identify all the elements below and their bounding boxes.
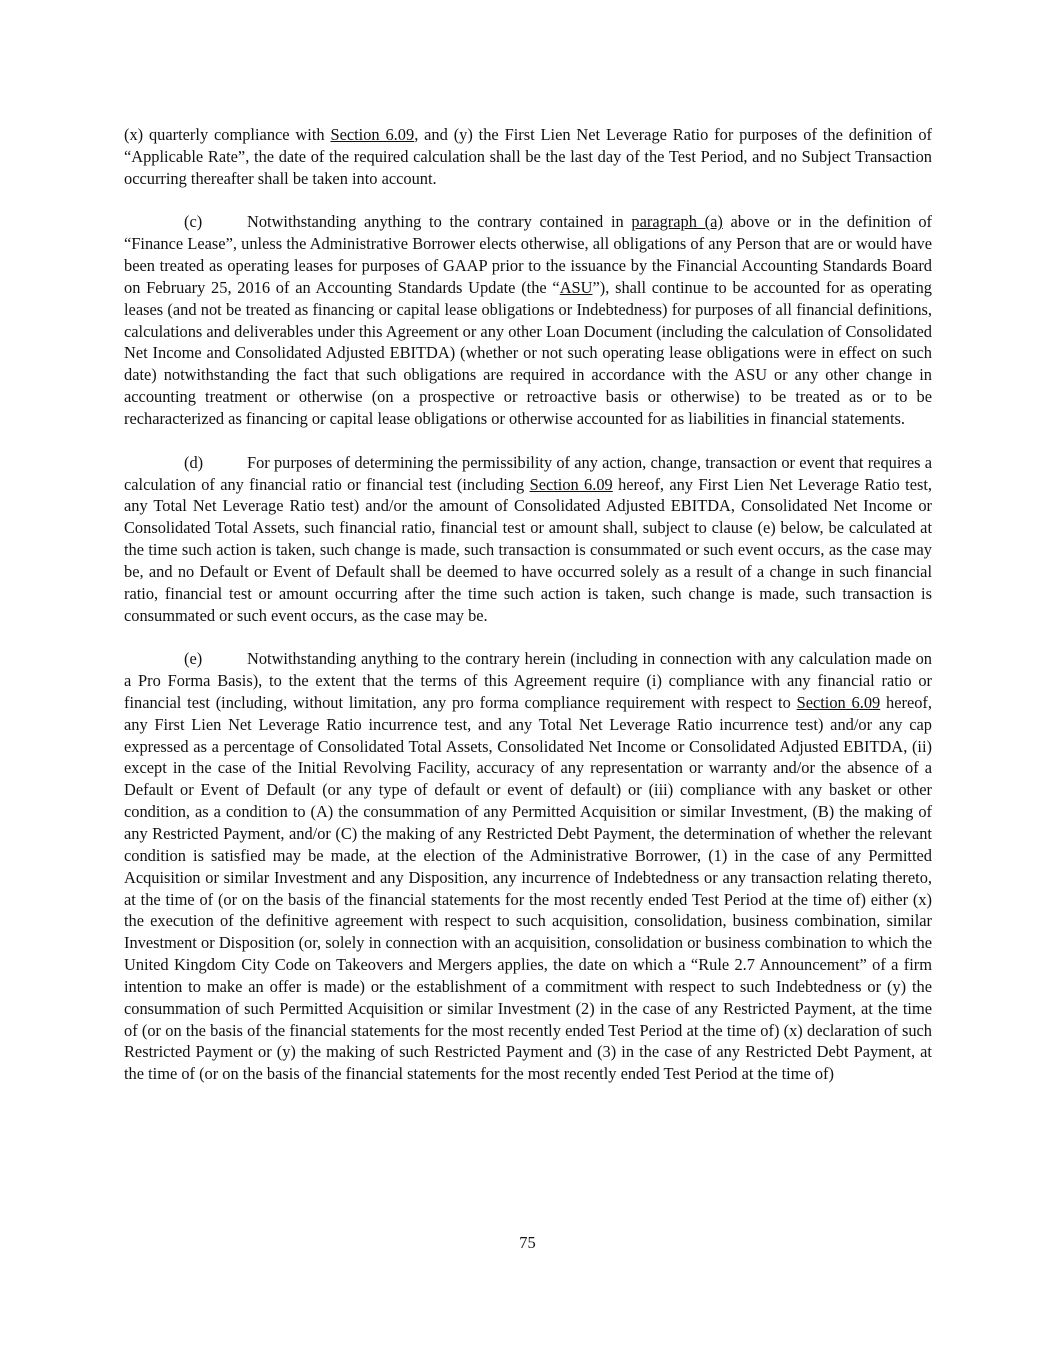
paragraph-text: For purposes of determining the permissibility of any action, change, transaction or event that requires a calculation of any financial ratio or financial test (including — [124, 452, 932, 494]
cross-reference: Section 6.09 — [330, 125, 415, 144]
cross-reference: Section 6.09 — [796, 692, 881, 712]
paragraph-d — [124, 452, 932, 627]
paragraph-text: (x) quarterly compliance with — [124, 125, 331, 144]
paragraph-e — [124, 648, 932, 1085]
paragraph-text: , and (y) the First Lien Net Leverage Ratio for purposes of the definition of “Applicable Rate”, the date of the required calculation shall be the last day of the Test Period, and no Subject Transaction occurring thereafter shall be taken into account. — [124, 125, 932, 188]
document-body — [124, 124, 932, 1085]
paragraph-label: (c) — [184, 212, 203, 232]
paragraph-text: Notwithstanding anything to the contrary contained in — [247, 212, 632, 232]
cross-reference: ASU — [559, 277, 593, 297]
paragraph-label: (e) — [184, 649, 203, 669]
paragraph-text: above or in the definition of “Finance Lease”, unless the Administrative Borrower elects otherwise, all obligations of any Person that are or would have been treated as operating leases for purposes of GAAP prior to the issuance by the Financial Accounting Standards Board on February 25, 2016 of an Accounting Standards Update (the “ — [124, 212, 932, 297]
paragraph-text: Notwithstanding anything to the contrary herein (including in connection with any calculation made on a Pro Forma Basis), to the extent that the terms of this Agreement require (i) compliance with any financial ratio or financial test (including, without limitation, any pro forma compliance requirement with respect to — [124, 649, 932, 712]
cross-reference: Section 6.09 — [529, 474, 613, 494]
cross-reference: paragraph (a) — [631, 212, 723, 232]
paragraph-text: hereof, any First Lien Net Leverage Ratio test, any Total Net Leverage Ratio test) and/or the amount of Consolidated Adjusted EBITDA, Consolidated Net Income or Consolidated Total Assets, such financial ratio, financial test or amount shall, subject to clause (e) below, be calculated at the time such action is taken, such change is made, such transaction is consummated or such event occurs, as the case may be, and no Default or Event of Default shall be deemed to have occurred solely as a result of a change in such financial ratio, financial test or amount occurring after the time such action is taken, such change is made, such transaction is consummated or such event occurs, as the case may be. — [124, 474, 933, 625]
paragraph-c — [124, 211, 932, 429]
paragraph-text: ”), shall continue to be accounted for as operating leases (and not be treated as financing or capital lease obligations or Indebtedness) for purposes of all financial definitions, calculations and deliverables under this Agreement or any other Loan Document (including the calculation of Consolidated Net Income and Consolidated Adjusted EBITDA) (whether or not such operating lease obligations were in effect on such date) notwithstanding the fact that such obligations are required in accordance with the ASU or any other change in accounting treatment or otherwise (on a prospective or retroactive basis or otherwise) to be treated as or to be recharacterized as financing or capital lease obligations or otherwise accounted for as liabilities in financial statements. — [124, 277, 932, 428]
paragraph-label: (d) — [184, 452, 204, 472]
paragraph-text: hereof, any First Lien Net Leverage Ratio incurrence test, and any Total Net Leverage Ratio incurrence test) and/or any cap expressed as a percentage of Consolidated Total Assets, Consolidated Net Income or Consolidated Adjusted EBITDA, (ii) except in the case of the Initial Revolving Facility, accuracy of any representation or warranty and/or the absence of a Default or Event of Default (or any type of default or event of default) or (iii) compliance with any basket or other condition, as a condition to (A) the consummation of any Permitted Acquisition or similar Investment, (B) the making of any Restricted Payment, and/or (C) the making of any Restricted Debt Payment, the determination of whether the relevant condition is satisfied may be made, at the election of the Administrative Borrower, (1) in the case of any Permitted Acquisition or similar Investment and any Disposition, any incurrence of Indebtedness or any transaction relating thereto, at the time of (or on the basis of the financial statements for the most recently ended Test Period at the time of) either (x) the execution of the definitive agreement with respect to such acquisition, consolidation, business combination, similar Investment or Disposition (or, solely in connection with an acquisition, consolidation or business combination to which the United Kingdom City Code on Takeovers and Mergers applies, the date on which a “Rule 2.7 Announcement” of a firm intention to make an offer is made) or the establishment of a commitment with respect to such Indebtedness or (y) the consummation of such Permitted Acquisition or similar Investment (2) in the case of any Restricted Payment, at the time of (or on the basis of the financial statements for the most recently ended Test Period at the time of) (x) declaration of such Restricted Payment or (y) the making of such Restricted Payment and (3) in the case of any Restricted Debt Payment, at the time of (or on the basis of the financial statements for the most recently ended Test Period at the time of) — [124, 692, 932, 1084]
paragraph-continuation — [124, 124, 932, 190]
page-number: 75 — [519, 1233, 536, 1252]
